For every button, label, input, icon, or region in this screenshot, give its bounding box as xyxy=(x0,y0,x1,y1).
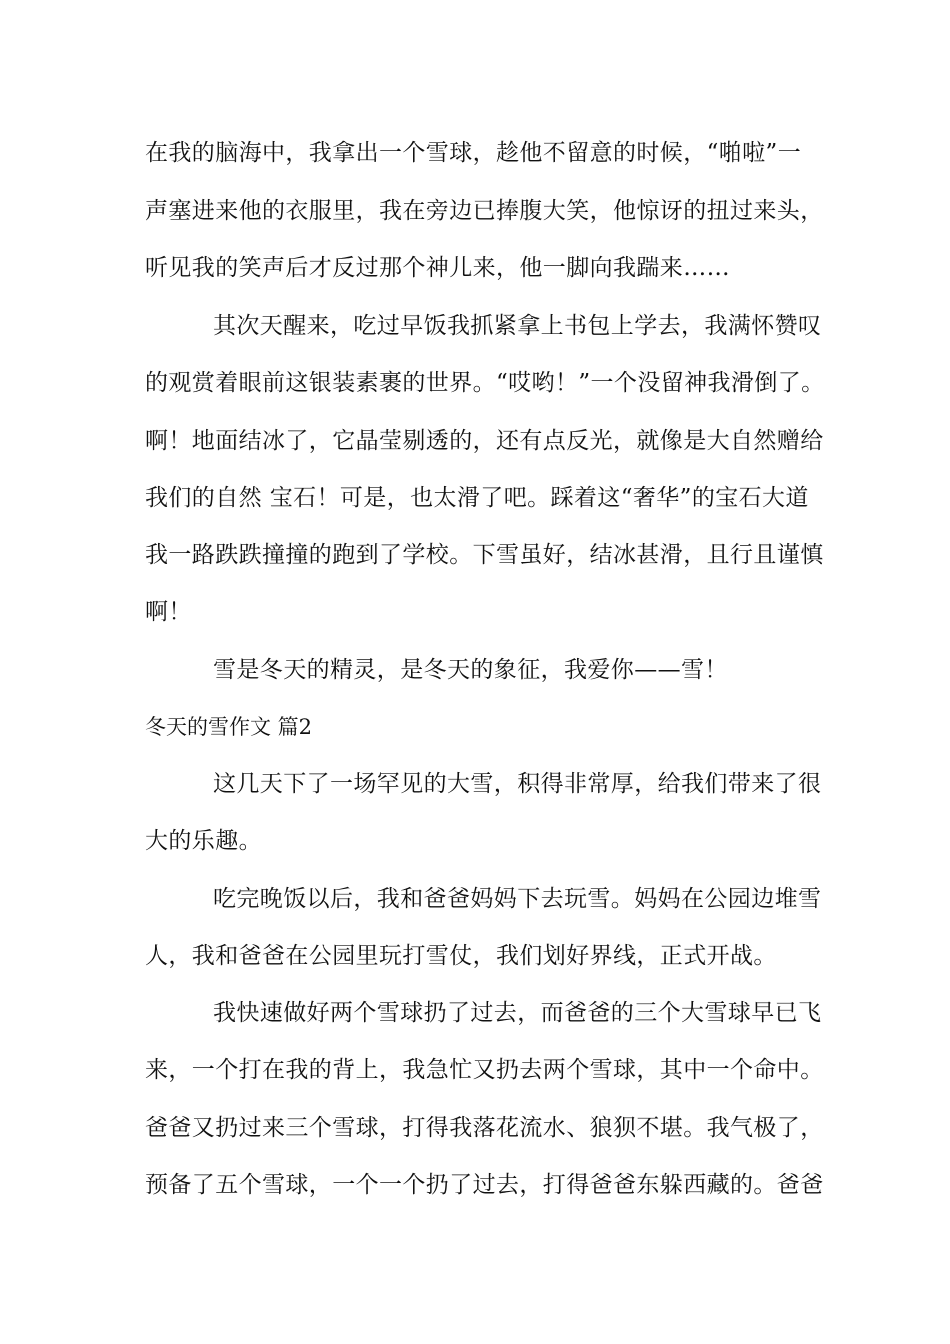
paragraph-line: 啊！地面结冰了，它晶莹剔透的，还有点反光，就像是大自然赠给 xyxy=(145,428,824,454)
paragraph-first-line: 这几天下了一场罕见的大雪，积得非常厚，给我们带来了很 xyxy=(213,771,822,797)
paragraph-line: 我一路跌跌撞撞的跑到了学校。下雪虽好，结冰甚滑，且行且谨慎 xyxy=(145,542,824,568)
section-heading: 冬天的雪作文 篇2 xyxy=(145,715,313,739)
paragraph-first-line: 其次天醒来，吃过早饭我抓紧拿上书包上学去，我满怀赞叹 xyxy=(213,313,822,339)
paragraph-line: 人，我和爸爸在公园里玩打雪仗，我们划好界线，正式开战。 xyxy=(145,943,777,969)
paragraph-line: 来，一个打在我的背上，我急忙又扔去两个雪球，其中一个命中。 xyxy=(145,1057,824,1083)
paragraph-line: 大的乐趣。 xyxy=(145,828,262,854)
paragraph-line: 预备了五个雪球，一个一个扔了过去，打得爸爸东躲西藏的。爸爸 xyxy=(145,1172,824,1198)
paragraph-line: 在我的脑海中，我拿出一个雪球，趁他不留意的时候，“啪啦”一 xyxy=(145,140,802,166)
paragraph-line: 我们的自然 宝石！可是，也太滑了吧。踩着这“奢华”的宝石大道 xyxy=(145,485,809,511)
paragraph-line: 爸爸又扔过来三个雪球，打得我落花流水、狼狈不堪。我气极了， xyxy=(145,1115,824,1141)
paragraph-line: 声塞进来他的衣服里，我在旁边已捧腹大笑，他惊讶的扭过来头， xyxy=(145,198,824,224)
paragraph-first-line: 雪是冬天的精灵，是冬天的象征，我爱你——雪！ xyxy=(213,657,728,683)
paragraph-first-line: 我快速做好两个雪球扔了过去，而爸爸的三个大雪球早已飞 xyxy=(213,1000,822,1026)
paragraph-first-line: 吃完晚饭以后，我和爸爸妈妈下去玩雪。妈妈在公园边堆雪 xyxy=(213,886,822,912)
paragraph-line: 啊！ xyxy=(145,599,192,625)
paragraph-line: 的观赏着眼前这银装素裹的世界。“哎哟！”一个没留神我滑倒了。 xyxy=(145,370,825,396)
paragraph-line: 听见我的笑声后才反过那个神儿来，他一脚向我踹来…… xyxy=(145,255,730,281)
